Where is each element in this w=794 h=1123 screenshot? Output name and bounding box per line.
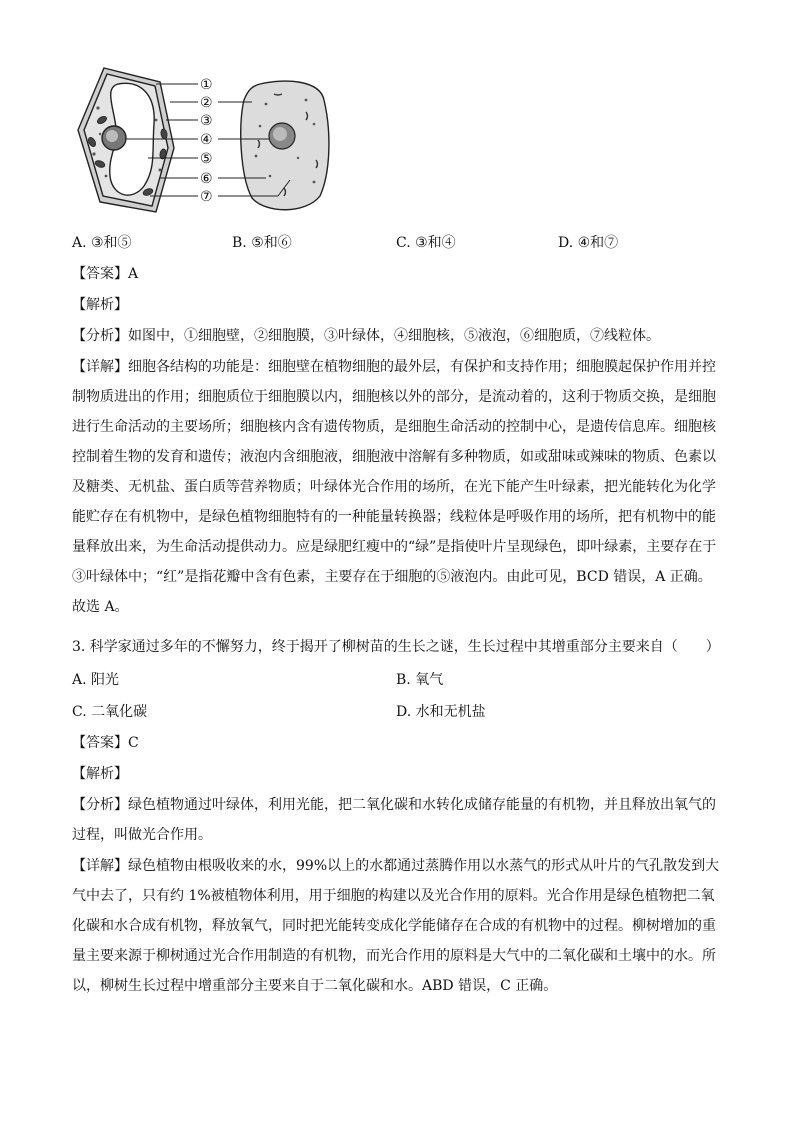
plant-cell-drawing bbox=[78, 68, 174, 212]
q3-stem: 3. 科学家通过多年的不懈努力，终于揭开了柳树苗的生长之谜，生长过程中其增重部分主要来自（ ） bbox=[72, 639, 720, 655]
q2-analysis-fenxi: 【分析】如图中，①细胞壁，②细胞膜，③叶绿体，④细胞核，⑤液泡，⑥细胞质，⑦线粒体。 bbox=[72, 328, 660, 344]
label-2: ② bbox=[200, 95, 213, 111]
cell-diagram bbox=[70, 64, 340, 222]
q2-option-a: A. ③和⑤ bbox=[72, 235, 132, 251]
q2-option-c: C. ③和④ bbox=[396, 235, 456, 251]
q3-fenxi-line: 过程，叫做光合作用。 bbox=[72, 827, 212, 843]
q2-detail-line: 【详解】细胞各结构的功能是：细胞壁在植物细胞的最外层，有保护和支持作用；细胞膜起保护作用并控 bbox=[72, 359, 716, 375]
q2-detail-line: 及糖类、无机盐、蛋白质等营养物质；叶绿体光合作用的场所，在光下能产生叶绿素，把光能转化为化学 bbox=[72, 479, 716, 495]
q3-analysis-heading: 【解析】 bbox=[72, 766, 128, 782]
q2-detail-line: 进行生命活动的主要场所；细胞核内含有遗传物质，是细胞生命活动的控制中心，是遗传信息库。细胞核 bbox=[72, 419, 716, 435]
q3-option-b: B. 氧气 bbox=[396, 672, 444, 688]
label-1: ① bbox=[200, 77, 213, 93]
q3-fenxi-line: 【分析】绿色植物通过叶绿体，利用光能，把二氧化碳和水转化成储存能量的有机物，并且释放出氧气的 bbox=[72, 797, 716, 813]
label-6: ⑥ bbox=[200, 171, 213, 187]
animal-cell-drawing bbox=[241, 81, 329, 210]
q3-detail-line: 以，柳树生长过程中增重部分主要来自于二氧化碳和水。ABD 错误，C 正确。 bbox=[72, 978, 558, 994]
q2-detail-line: 制物质进出的作用；细胞质位于细胞膜以内，细胞核以外的部分，是流动着的，这利于物质交换，是细胞 bbox=[72, 389, 716, 405]
q2-option-d: D. ④和⑦ bbox=[558, 235, 619, 251]
q2-detail-line: 量释放出来，为生命活动提供动力。应是绿肥红瘦中的“绿”是指使叶片呈现绿色，即叶绿素，主要存在于 bbox=[72, 539, 717, 555]
label-7: ⑦ bbox=[200, 189, 213, 205]
label-5: ⑤ bbox=[200, 151, 213, 167]
label-4: ④ bbox=[200, 132, 213, 148]
q3-detail-line: 【详解】绿色植物由根吸收来的水，99%以上的水都通过蒸腾作用以水蒸气的形式从叶片的气孔散发到大 bbox=[72, 858, 720, 874]
q2-detail-line: 控制着生物的发育和遗传；液泡内含细胞液，细胞液中溶解有多种物质，如或甜味或辣味的物质、色素以 bbox=[72, 449, 716, 465]
q3-option-a: A. 阳光 bbox=[72, 672, 120, 688]
q2-detail-line: 故选 A。 bbox=[72, 599, 129, 615]
q3-option-d: D. 水和无机盐 bbox=[396, 704, 486, 720]
q2-detail-line: ③叶绿体中；“红”是指花瓣中含有色素，主要存在于细胞的⑤液泡内。由此可见，BCD 错误，A 正确。 bbox=[72, 569, 712, 585]
q3-detail-line: 化碳和水合成有机物，释放氧气，同时把光能转变成化学能储存在合成的有机物中的过程。柳树增加的重 bbox=[72, 918, 716, 934]
q2-answer: 【答案】A bbox=[72, 266, 139, 282]
q2-detail-line: 能贮存在有机物中，是绿色植物细胞特有的一种能量转换器；线粒体是呼吸作用的场所，把有机物中的能 bbox=[72, 509, 716, 525]
label-3: ③ bbox=[200, 113, 213, 129]
q3-detail-line: 量主要来源于柳树通过光合作用制造的有机物，而光合作用的原料是大气中的二氧化碳和土壤中的水。所 bbox=[72, 948, 716, 964]
q3-detail-line: 气中去了，只有约 1%被植物体利用，用于细胞的构建以及光合作用的原料。光合作用是绿色植物把二氧 bbox=[72, 888, 715, 904]
q2-analysis-heading: 【解析】 bbox=[72, 297, 128, 313]
q3-answer: 【答案】C bbox=[72, 735, 139, 751]
q3-detail-paragraph bbox=[72, 851, 722, 1001]
q2-detail-paragraph bbox=[72, 352, 722, 622]
q2-option-b: B. ⑤和⑥ bbox=[232, 235, 292, 251]
q3-fenxi-paragraph bbox=[72, 790, 722, 850]
q3-option-c: C. 二氧化碳 bbox=[72, 704, 148, 720]
